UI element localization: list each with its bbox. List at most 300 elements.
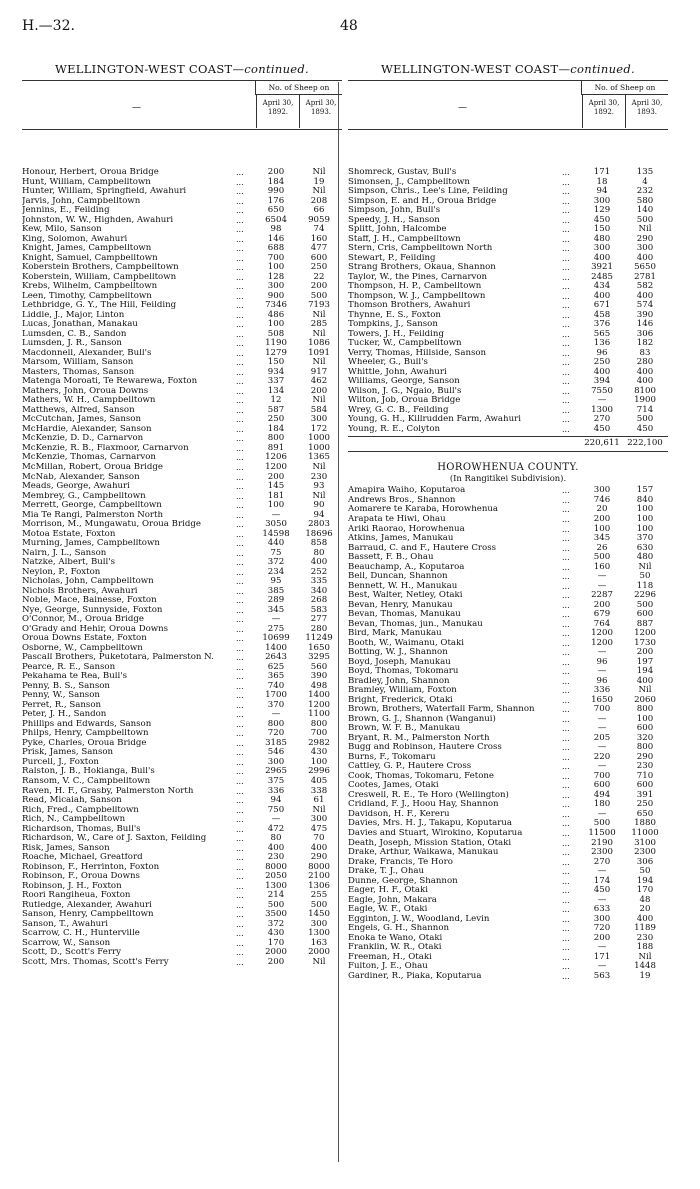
- sheep-1893: 197: [636, 656, 654, 667]
- table-row: [348, 349, 668, 359]
- leader-dots: ...: [236, 558, 244, 568]
- sheep-1893: 500: [636, 414, 654, 425]
- sheep-1893: 182: [636, 338, 654, 349]
- table-row: [348, 743, 668, 753]
- sheep-1892: 200: [593, 513, 611, 524]
- table-row: [22, 558, 342, 568]
- sheep-1892: 1200: [591, 637, 613, 648]
- sheep-1893: 480: [636, 552, 654, 563]
- sheep-1892: 128: [267, 271, 285, 282]
- sheep-1893: 8100: [634, 385, 656, 396]
- owner-name: Tucker, W., Campbelltown: [348, 339, 462, 349]
- owner-name: Pekahama te Rea, Bull's: [22, 672, 128, 682]
- leader-dots: ...: [236, 168, 244, 177]
- sheep-1893: 230: [636, 932, 654, 943]
- table-row: [22, 501, 342, 511]
- right-col-1893-header: April 30, 1893.: [625, 95, 668, 128]
- sheep-1892: 376: [593, 319, 611, 330]
- table-row: [348, 867, 668, 877]
- owner-name: Scarrow, W., Sanson: [22, 938, 111, 948]
- sheep-1892: 100: [267, 500, 285, 511]
- sheep-1892: —: [597, 808, 607, 819]
- table-row: [22, 587, 342, 597]
- owner-name: O'Grady and Hehir, Oroua Downs: [22, 624, 169, 634]
- sheep-1893: 2982: [308, 737, 330, 748]
- leader-dots: ...: [236, 472, 244, 482]
- owner-name: Davidson, H. F., Kereru: [348, 809, 450, 819]
- table-row: [22, 511, 342, 521]
- sheep-1893: 3295: [308, 652, 330, 663]
- leader-dots: ...: [562, 572, 570, 582]
- table-row: [348, 544, 668, 554]
- sheep-1892: 270: [593, 414, 611, 425]
- table-row: [348, 582, 668, 592]
- table-row: [22, 891, 342, 901]
- sheep-1893: 146: [636, 319, 654, 330]
- sheep-1892: 800: [267, 433, 285, 444]
- sheep-1892: 134: [267, 385, 285, 396]
- table-row: [348, 178, 668, 188]
- sheep-1892: 500: [267, 899, 285, 910]
- leader-dots: ...: [562, 867, 570, 877]
- owner-name: Perret, R., Sanson: [22, 700, 102, 710]
- sheep-1893: 1306: [308, 880, 330, 891]
- owner-name: Boyd, Thomas, Tokomaru: [348, 667, 459, 677]
- table-row: [348, 648, 668, 658]
- table-row: [22, 225, 342, 235]
- sheep-1892: 184: [267, 176, 285, 187]
- table-row: [348, 848, 668, 858]
- sheep-1893: 1086: [308, 338, 330, 349]
- sheep-1892: 700: [593, 704, 611, 715]
- table-row: [348, 705, 668, 715]
- owner-name: Matthews, Alfred, Sanson: [22, 405, 135, 415]
- sheep-1893: 1900: [634, 395, 656, 406]
- sheep-1893: 335: [310, 576, 328, 587]
- table-row: [348, 696, 668, 706]
- sheep-1893: 255: [310, 890, 328, 901]
- owner-name: Kew, Milo, Sanson: [22, 225, 102, 235]
- sheep-1892: 184: [267, 423, 285, 434]
- sheep-1892: 300: [593, 485, 611, 496]
- owner-name: McNab, Alexander, Sanson: [22, 472, 140, 482]
- sheep-1892: 300: [267, 281, 285, 292]
- sheep-1893: 320: [636, 732, 654, 743]
- leader-dots: ...: [236, 396, 244, 406]
- table-row: [22, 844, 342, 854]
- owner-name: Cridland, F. J., Hoou Hay, Shannon: [348, 800, 499, 810]
- owner-name: Roori Rangiheua, Foxton: [22, 891, 131, 901]
- leader-dots: ...: [562, 263, 570, 273]
- table-row: [348, 601, 668, 611]
- owner-name: Bennett, W. H., Manukau: [348, 581, 458, 591]
- leader-dots: ...: [562, 358, 570, 368]
- right-col-1892-header: April 30, 1892.: [582, 95, 625, 128]
- table-row: [22, 434, 342, 444]
- leader-dots: ...: [236, 881, 244, 891]
- sheep-1892: 679: [593, 609, 611, 620]
- table-row: [348, 339, 668, 349]
- leader-dots: ...: [236, 634, 244, 644]
- sheep-1892: —: [271, 814, 281, 825]
- sheep-1892: 230: [267, 852, 285, 863]
- sheep-1892: 75: [270, 547, 282, 558]
- sheep-1893: 500: [636, 214, 654, 225]
- sheep-1893: 22: [313, 271, 325, 282]
- owner-name: Burns, F., Tokomaru: [348, 752, 436, 762]
- owner-name: Membrey, G., Campbelltown: [22, 491, 146, 501]
- table-row: [22, 634, 342, 644]
- owner-name: McKenzie, D. D., Carnarvon: [22, 434, 144, 444]
- table-row: [348, 187, 668, 197]
- sheep-1892: 430: [267, 928, 285, 939]
- owner-name: Sanson, Henry, Campbelltown: [22, 910, 154, 920]
- table-row: [348, 197, 668, 207]
- sheep-1892: 500: [593, 552, 611, 563]
- table-row: [348, 563, 668, 573]
- owner-name: Leen, Timothy, Campbelltown: [22, 291, 152, 301]
- owner-name: Wilton, Job, Oroua Bridge: [348, 396, 461, 406]
- table-row: [348, 301, 668, 311]
- sheep-1892: 740: [267, 680, 285, 691]
- sheep-1893: 1200: [308, 699, 330, 710]
- sheep-1893: 200: [310, 281, 328, 292]
- leader-dots: ...: [562, 377, 570, 387]
- leader-dots: ...: [562, 648, 570, 658]
- sheep-1892: 345: [593, 533, 611, 544]
- leader-dots: ...: [236, 320, 244, 330]
- sheep-1892: 214: [267, 890, 285, 901]
- sheep-1893: 405: [310, 776, 328, 786]
- sheep-1892: 900: [267, 290, 285, 301]
- table-row: [348, 620, 668, 630]
- sheep-1893: 11000: [631, 828, 659, 838]
- sheep-1892: 450: [593, 423, 611, 434]
- leader-dots: ...: [562, 771, 570, 781]
- sheep-1892: 14598: [262, 528, 290, 539]
- leader-dots: ...: [562, 177, 570, 187]
- leader-dots: ...: [562, 553, 570, 563]
- owner-name: Drake, T. J., Ohau: [348, 867, 425, 877]
- table-row: [348, 368, 668, 378]
- leader-dots: ...: [236, 310, 244, 320]
- sheep-1892: 688: [267, 243, 285, 254]
- sheep-1893: 580: [636, 195, 654, 206]
- sheep-1893: Nil: [638, 951, 652, 962]
- table-row: [22, 311, 342, 321]
- leader-dots: ...: [236, 615, 244, 625]
- sheep-1893: 194: [636, 666, 654, 677]
- sheep-1893: 600: [636, 723, 654, 734]
- owner-name: Brown, Brothers, Waterfall Farm, Shannon: [348, 705, 535, 715]
- owner-name: Rich, Fred., Campbelltown: [22, 805, 139, 815]
- sheep-1892: 625: [267, 661, 285, 672]
- sheep-1892: 934: [267, 366, 285, 377]
- sheep-1892: 1300: [591, 404, 613, 415]
- owner-name: Merrett, George, Campbelltown: [22, 501, 162, 511]
- table-row: [348, 216, 668, 226]
- owner-name: Scott, Mrs. Thomas, Scott's Ferry: [22, 957, 169, 967]
- table-row: [348, 734, 668, 744]
- table-row: [22, 244, 342, 254]
- sheep-1893: 70: [313, 833, 325, 844]
- table-row: [348, 282, 668, 292]
- owner-name: Liddle, J., Major, Linton: [22, 310, 125, 320]
- sheep-1893: 500: [310, 290, 328, 301]
- sheep-1892: 150: [267, 357, 285, 368]
- owner-name: Gardiner, R., Piaka, Koputarua: [348, 971, 482, 981]
- sheep-1892: 6504: [265, 214, 287, 225]
- sheep-1893: 100: [636, 513, 654, 524]
- owner-name: Enoka te Wano, Otaki: [348, 933, 443, 943]
- leader-dots: ...: [236, 872, 244, 882]
- sheep-1892: 96: [596, 656, 608, 667]
- left-column: [22, 62, 342, 967]
- owner-name: Drake, Francis, Te Horo: [348, 857, 453, 867]
- leader-dots: ...: [562, 962, 570, 972]
- sheep-1892: 300: [593, 243, 611, 254]
- owner-name: Thynne, E. S., Foxton: [348, 310, 441, 320]
- sheep-1893: Nil: [312, 490, 326, 501]
- sheep-1892: 2000: [265, 947, 287, 958]
- sheep-1893: 300: [310, 918, 328, 929]
- sheep-1892: —: [597, 571, 607, 582]
- sheep-1893: 338: [310, 785, 328, 796]
- sheep-1893: 20: [639, 904, 651, 915]
- sheep-1892: 220: [593, 751, 611, 762]
- leader-dots: ...: [236, 434, 244, 444]
- owner-name: Bevan, Thomas, Manukau: [348, 610, 461, 620]
- table-row: [22, 396, 342, 406]
- owner-name: Morrison, M., Mungawatu, Oroua Bridge: [22, 520, 201, 530]
- table-row: [348, 667, 668, 677]
- sheep-1893: 714: [636, 404, 654, 415]
- sheep-1893: 477: [310, 243, 328, 254]
- owner-name: Murning, James, Campbelltown: [22, 539, 160, 549]
- owner-name: Whittle, John, Awahuri: [348, 367, 447, 377]
- leader-dots: ...: [236, 453, 244, 463]
- leader-dots: ...: [562, 396, 570, 406]
- sheep-1892: 200: [593, 599, 611, 610]
- sheep-1892: —: [597, 395, 607, 406]
- leader-dots: ...: [236, 177, 244, 187]
- leader-dots: ...: [562, 838, 570, 848]
- owner-name: Pascall Brothers, Puketotara, Palmerston N.: [22, 653, 214, 663]
- table-row: [22, 691, 342, 701]
- sheep-1893: 280: [636, 357, 654, 368]
- table-row: [22, 349, 342, 359]
- leader-dots: ...: [236, 786, 244, 796]
- owner-name: Barraud, C. and F., Hautere Cross: [348, 543, 497, 553]
- table-row: [22, 406, 342, 416]
- owner-name: Masters, Thomas, Sanson: [22, 367, 135, 377]
- leader-dots: ...: [236, 824, 244, 834]
- leader-dots: ...: [236, 529, 244, 539]
- sheep-1893: 400: [636, 376, 654, 387]
- table-row: [348, 762, 668, 772]
- leader-dots: ...: [236, 282, 244, 292]
- sheep-1892: 180: [593, 799, 611, 810]
- leader-dots: ...: [236, 605, 244, 615]
- sheep-1892: —: [597, 723, 607, 734]
- right-name-column-header: —: [458, 103, 467, 113]
- sheep-1892: 494: [593, 789, 611, 800]
- leader-dots: ...: [236, 462, 244, 472]
- leader-dots: ...: [562, 857, 570, 867]
- sheep-1893: 280: [310, 623, 328, 634]
- sheep-1893: 1450: [308, 909, 330, 920]
- owner-name: Rich, N., Campbelltown: [22, 815, 126, 825]
- sheep-1893: 391: [636, 789, 654, 800]
- sheep-1893: 500: [636, 599, 654, 610]
- left-table-body: [22, 168, 342, 967]
- owner-name: Sanson, T., Awahuri: [22, 919, 109, 929]
- sheep-1892: 700: [593, 770, 611, 781]
- table-row: [22, 701, 342, 711]
- leader-dots: ...: [236, 738, 244, 748]
- table-row: [348, 677, 668, 687]
- sheep-1893: 1300: [308, 928, 330, 939]
- table-row: [348, 772, 668, 782]
- sheep-1892: 250: [267, 414, 285, 425]
- sheep-1892: 472: [267, 823, 285, 834]
- table-row: [22, 216, 342, 226]
- owner-name: Matenga Moroati, Te Rewarewa, Foxton: [22, 377, 198, 387]
- owner-name: Thompson, H. P., Cambelltown: [348, 282, 482, 292]
- leader-dots: ...: [236, 805, 244, 815]
- page-number: 48: [340, 18, 358, 34]
- table-row: [22, 539, 342, 549]
- owner-name: Neylon, P., Foxton: [22, 567, 101, 577]
- table-row: [22, 644, 342, 654]
- leader-dots: ...: [562, 781, 570, 791]
- leader-dots: ...: [236, 748, 244, 758]
- sheep-1892: 176: [267, 195, 285, 206]
- owner-name: Drake, Arthur, Waikawa, Manukau: [348, 848, 499, 858]
- sheep-1892: 400: [593, 252, 611, 263]
- sheep-1892: 394: [593, 376, 611, 387]
- table-row: [22, 377, 342, 387]
- table-row: [22, 520, 342, 530]
- owner-name: Splitt, John, Halcombe: [348, 225, 447, 235]
- owner-name: Freeman, H., Otaki: [348, 952, 432, 962]
- sheep-1892: 2300: [591, 847, 613, 858]
- owner-name: Franklin, W. R., Otaki: [348, 943, 442, 953]
- sheep-1893: Nil: [312, 357, 326, 368]
- owner-name: Eagle, John, Makara: [348, 895, 437, 905]
- sheep-1893: 1000: [308, 433, 330, 444]
- table-row: [22, 787, 342, 797]
- left-title-continued: continued.: [244, 62, 310, 76]
- owner-name: Pearce, R. E., Sanson: [22, 662, 116, 672]
- sheep-1893: 917: [310, 366, 328, 377]
- owner-name: Tompkins, J., Sanson: [348, 320, 438, 330]
- table-row: [22, 482, 342, 492]
- sheep-1893: 582: [636, 281, 654, 292]
- sheep-1892: 145: [267, 481, 285, 492]
- table-row: [22, 615, 342, 625]
- owner-name: Simpson, Chris., Lee's Line, Feilding: [348, 187, 508, 197]
- left-section-title: [22, 62, 342, 80]
- table-row: [22, 796, 342, 806]
- owner-name: Booth, W., Waimanu, Otaki: [348, 638, 464, 648]
- sheep-1893: 800: [310, 718, 328, 729]
- table-row: [348, 168, 668, 178]
- sheep-1892: 289: [267, 595, 285, 606]
- sheep-1893: 163: [310, 937, 328, 948]
- leader-dots: ...: [236, 415, 244, 425]
- owner-name: Stern, Cris, Campbelltown North: [348, 244, 493, 254]
- owner-name: Staff, J. H., Campbelltown: [348, 234, 461, 244]
- leader-dots: ...: [236, 510, 244, 520]
- sheep-1893: Nil: [638, 224, 652, 235]
- sheep-1893: 4: [642, 176, 648, 187]
- table-row: [348, 330, 668, 340]
- owner-name: Death, Joseph, Mission Station, Otaki: [348, 838, 512, 848]
- owner-name: Prisk, James, Sanson: [22, 748, 114, 758]
- leader-dots: ...: [236, 187, 244, 197]
- table-row: [22, 368, 342, 378]
- table-row: [22, 815, 342, 825]
- sheep-1892: 750: [267, 804, 285, 815]
- owner-name: Bird, Mark, Manukau: [348, 629, 442, 639]
- table-row: [22, 748, 342, 758]
- sheep-1893: 268: [310, 595, 328, 606]
- table-row: [22, 301, 342, 311]
- leader-dots: ...: [236, 834, 244, 844]
- table-row: [348, 877, 668, 887]
- owner-name: Bevan, Thomas, jun., Manukau: [348, 619, 483, 629]
- table-row: [22, 672, 342, 682]
- sheep-1892: 100: [267, 262, 285, 273]
- table-row: [22, 825, 342, 835]
- leader-dots: ...: [236, 520, 244, 530]
- sheep-1892: 720: [267, 728, 285, 739]
- owner-name: McKenzie, R. B., Flaxmoor, Carnarvon: [22, 443, 189, 453]
- sheep-1893: 140: [636, 205, 654, 216]
- leader-dots: ...: [236, 672, 244, 682]
- leader-dots: ...: [236, 291, 244, 301]
- owner-name: Bryant, R. M., Palmerston North: [348, 733, 490, 743]
- owner-name: Bright, Frederick, Otaki: [348, 695, 453, 705]
- leader-dots: ...: [236, 577, 244, 587]
- owner-name: Pyke, Charles, Oroua Bridge: [22, 738, 147, 748]
- sheep-1893: 90: [313, 500, 325, 511]
- leader-dots: ...: [236, 358, 244, 368]
- sheep-1892: 400: [593, 290, 611, 301]
- owner-name: Speedy, J. H., Sanson: [348, 215, 440, 225]
- table-row: [22, 339, 342, 349]
- leader-dots: ...: [562, 301, 570, 311]
- sheep-1893: 306: [636, 856, 654, 867]
- right-table-header: [348, 80, 668, 130]
- table-row: [22, 872, 342, 882]
- sheep-1892: 671: [593, 300, 611, 311]
- owner-name: Dunne, George, Shannon: [348, 876, 458, 886]
- sheep-1893: 230: [310, 471, 328, 482]
- left-sheep-header: No. of Sheep on: [255, 81, 342, 95]
- table-row: [348, 496, 668, 506]
- owner-name: Koberstein, William, Campbelltown: [22, 272, 177, 282]
- sheep-1892: 275: [267, 623, 285, 634]
- leader-dots: ...: [562, 676, 570, 686]
- sheep-1892: —: [271, 709, 281, 720]
- owner-name: Scott, D., Scott's Ferry: [22, 948, 121, 958]
- table-row: [22, 739, 342, 749]
- table-row: [22, 178, 342, 188]
- sheep-1893: 2000: [308, 947, 330, 958]
- leader-dots: ...: [236, 710, 244, 720]
